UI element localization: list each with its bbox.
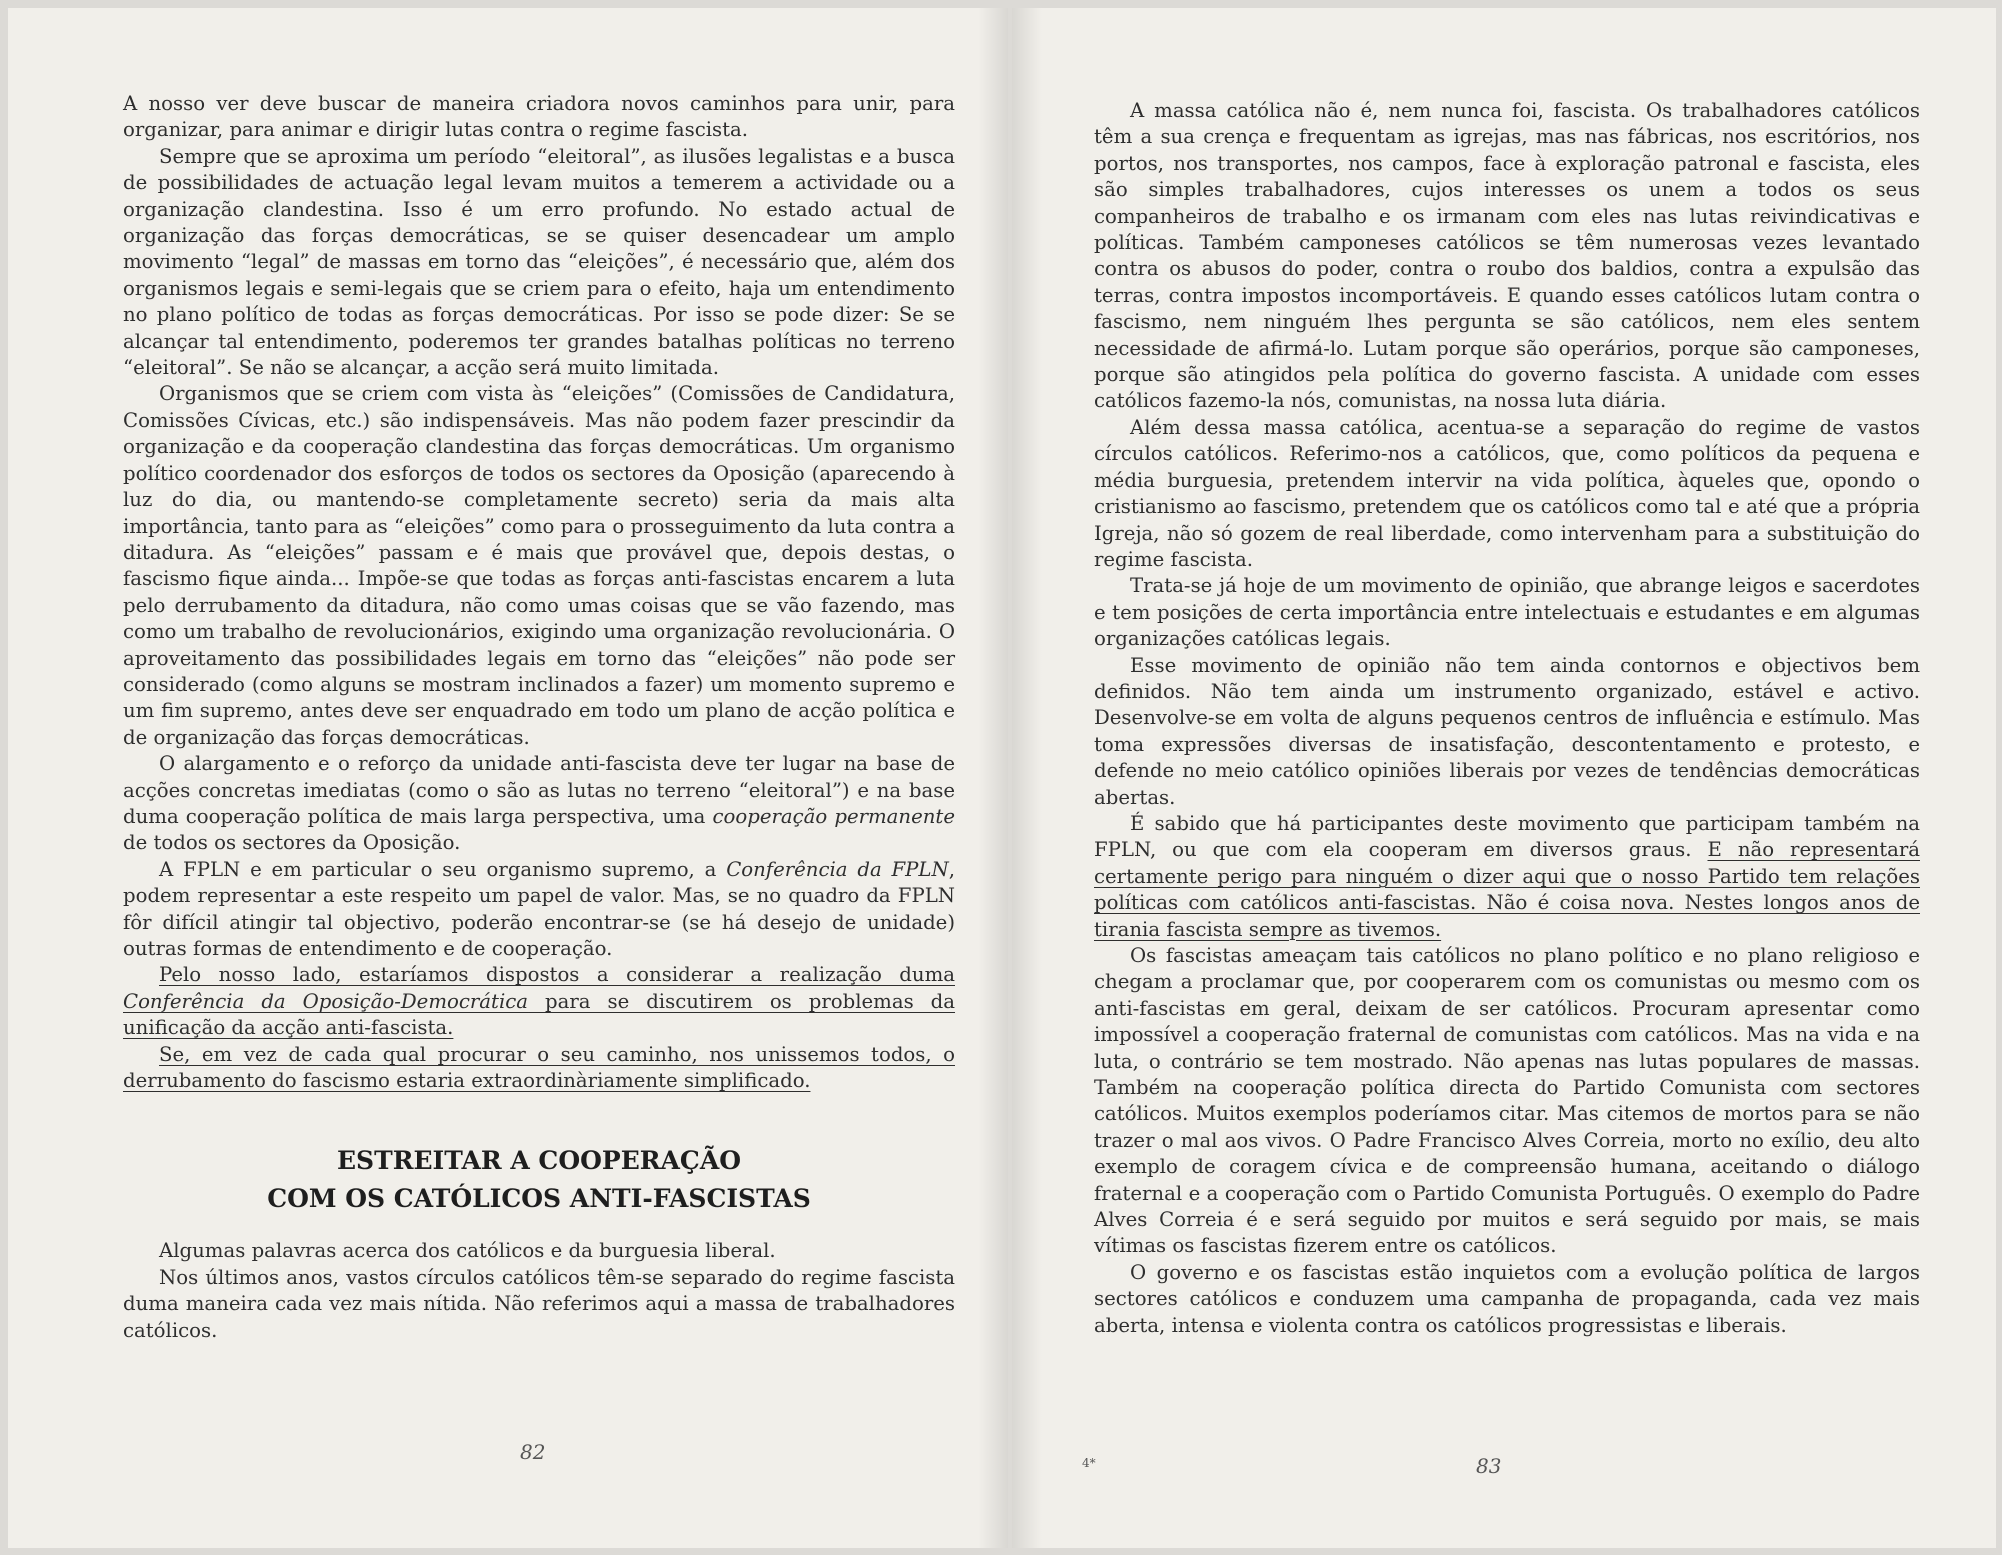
paragraph-text: A FPLN e em particular o seu organismo supremo, a: [159, 857, 727, 881]
paragraph: A nosso ver deve buscar de maneira criadora novos caminhos para unir, para organizar, para animar e dirigir lutas contra o regime fascista.: [123, 92, 955, 142]
paragraph: Além dessa massa católica, acentua-se a separação do regime de vastos círculos católicos. Referimo-nos a católicos, que, como políticos da pequena e média burguesia, pretendem intervir na vida política, àqueles que, opondo o cristianismo ao fascismo, pretendem que os católicos como tal e até que a própria Igreja, não só gozem de real liberdade, como intervenham para a substituição do regime fascista.: [1094, 415, 1920, 571]
paragraph-text: O alargamento e o reforço da unidade anti-fascista deve ter lugar na base de acções concretas imediatas (como o são as lutas no terreno “eleitoral”) e na base duma cooperação política de mais larga perspectiva, uma: [123, 752, 955, 828]
page-number: 82: [520, 1440, 546, 1464]
paragraph-text: Pelo nosso lado, estaríamos dispostos a considerar a realização duma: [159, 963, 955, 987]
signature-mark: 4*: [1082, 1456, 1096, 1470]
paragraph: [1094, 811, 1920, 943]
page-number: 83: [1476, 1454, 1502, 1478]
heading-line: COM OS CATÓLICOS ANTI-FASCISTAS: [267, 1184, 811, 1214]
paragraph: Nos últimos anos, vastos círculos católicos têm-se separado do regime fascista duma maneira cada vez mais nítida. Não referimos aqui a massa de trabalhadores católicos.: [123, 1265, 955, 1342]
underlined-passage: E não representará certamente perigo para ninguém o dizer aqui que o nosso Partido tem relações políticas com católicos anti-fascistas. Não é coisa nova. Nestes longos anos de tirania fascista sempre as tivemos.: [1094, 838, 1920, 941]
right-page: [1012, 8, 1996, 1548]
underlined-paragraph: Se, em vez de cada qual procurar o seu caminho, nos unissemos todos, o derrubamento do fascismo estaria extraordinàriamente simplificado.: [123, 1042, 955, 1093]
paragraph: Esse movimento de opinião não tem ainda contornos e objectivos bem definidos. Não tem ainda um instrumento organizado, estável e activo. Desenvolve-se em volta de alguns pequenos centros de influência e estímulo. Mas toma expressões diversas de insatisfação, descontentamento e protesto, e defende no meio católico opiniões liberais por vezes de tendências democráticas abertas.: [1094, 653, 1920, 809]
gutter-shadow: [978, 8, 1008, 1548]
paragraph: Organismos que se criem com vista às “eleições” (Comissões de Candidatura, Comissões Cívicas, etc.) são indispensáveis. Mas não podem fazer prescindir da organização e da cooperação clandestina das forças democráticas. Um organismo político coordenador dos esforços de todos os sectores da Oposição (aparecendo à luz do dia, ou mantendo-se completamente secreto) seria da mais alta importância, tanto para as “eleições” como para o prosseguimento da luta contra a ditadura. As “eleições” passam e é mais que provável que, depois destas, o fascismo fique ainda... Impõe-se que todas as forças anti-fascistas encarem a luta pelo derrubamento da ditadura, não como umas coisas que se vão fazendo, mas como um trabalho de revolucionários, exigindo uma organização revolucionária. O aproveitamento das possibilidades legais em torno das “eleições” não pode ser considerado (como alguns se mostram inclinados a fazer) um momento supremo e um fim supremo, antes deve ser enquadrado em todo um plano de acção política e de organização das forças democráticas.: [123, 382, 955, 749]
right-page-text: [1094, 98, 1920, 1339]
paragraph: [123, 857, 955, 963]
paragraph-text: de todos os sectores da Oposição.: [123, 831, 461, 855]
emphasis: cooperação permanente: [712, 804, 955, 828]
paragraph-text: , podem representar a este respeito um papel de valor. Mas, se no quadro da FPLN fôr difícil atingir tal objectivo, poderão encontrar-se (se há desejo de unidade) outras formas de entendimento e de cooperação.: [123, 857, 955, 960]
gutter-shadow: [1012, 8, 1042, 1548]
emphasis: Conferência da Oposição-Democrática: [123, 989, 529, 1013]
paragraph: O governo e os fascistas estão inquietos com a evolução política de largos sectores católicos e conduzem uma campanha de propaganda, cada vez mais aberta, intensa e violenta contra os católicos progressistas e liberais.: [1094, 1260, 1920, 1337]
paragraph: Algumas palavras acerca dos católicos e da burguesia liberal.: [159, 1239, 776, 1263]
paragraph: Trata-se já hoje de um movimento de opinião, que abrange leigos e sacerdotes e tem posições de certa importância entre intelectuais e estudantes e em algumas organizações católicas legais.: [1094, 574, 1920, 651]
heading-line: ESTREITAR A COOPERAÇÃO: [336, 1146, 741, 1176]
section-heading: [123, 1142, 955, 1218]
left-page: [8, 8, 1008, 1548]
paragraph: Sempre que se aproxima um período “eleitoral”, as ilusões legalistas e a busca de possibilidades de actuação legal levam muitos a temerem a actividade ou a organização clandestina. Isso é um erro profundo. No estado actual de organização das forças democráticas, se se quiser desencadear um amplo movimento “legal” de massas em torno das “eleições”, é necessário que, além dos organismos legais e semi-legais que se criem para o efeito, haja um entendimento no plano político de todas as forças democráticas. Por isso se pode dizer: Se se alcançar tal entendimento, poderemos ter grandes batalhas políticas no terreno “eleitoral”. Se não se alcançar, a acção será muito limitada.: [123, 144, 955, 380]
paragraph-text: para se discutirem os problemas da unificação da acção anti-fascista.: [123, 989, 956, 1040]
paragraph-text: É sabido que há participantes deste movimento que participam também na FPLN, ou que com ela cooperam em diversos graus.: [1094, 811, 1920, 862]
paragraph: A massa católica não é, nem nunca foi, fascista. Os trabalhadores católicos têm a sua crença e frequentam as igrejas, mas nas fábricas, nos escritórios, nos portos, nos transportes, nos campos, face à exploração patronal e fascista, eles são simples trabalhadores, cujos interesses os unem a todos os seus companheiros de trabalho e os irmanam com eles nas lutas reivindicativas e políticas. Também camponeses católicos se têm numerosas vezes levantado contra os abusos do poder, contra o roubo dos baldios, contra a expulsão das terras, contra impostos incomportáveis. E quando esses católicos lutam contra o fascismo, nem ninguém lhes pergunta se são católicos, nem eles sentem necessidade de afirmá-lo. Lutam porque são operários, porque são camponeses, porque são atingidos pela política do governo fascista. A unidade com esses católicos fazemo-la nós, comunistas, na nossa luta diária.: [1094, 99, 1920, 413]
paragraph: [123, 751, 955, 857]
left-page-text: [123, 91, 955, 1344]
emphasis: Conferência da FPLN: [726, 857, 949, 881]
underlined-paragraph: [123, 962, 955, 1041]
paragraph: Os fascistas ameaçam tais católicos no plano político e no plano religioso e chegam a proclamar que, por cooperarem com os comunistas ou mesmo com os anti-fascistas em geral, deixam de ser católicos. Procuram apresentar como impossível a cooperação fraternal de comunistas com católicos. Mas na vida e na luta, o contrário se tem mostrado. Não apenas nas lutas populares de massas. Também na cooperação política directa do Partido Comunista com sectores católicos. Muitos exemplos poderíamos citar. Mas citemos de mortos para se não trazer o mal aos vivos. O Padre Francisco Alves Correia, morto no exílio, deu alto exemplo de coragem cívica e de compreensão humana, aceitando o diálogo fraternal e a cooperação com o Partido Comunista Português. O exemplo do Padre Alves Correia é e será seguido por muitos e será seguido por mais, se mais vítimas os fascistas fizerem entre os católicos.: [1094, 944, 1920, 1258]
